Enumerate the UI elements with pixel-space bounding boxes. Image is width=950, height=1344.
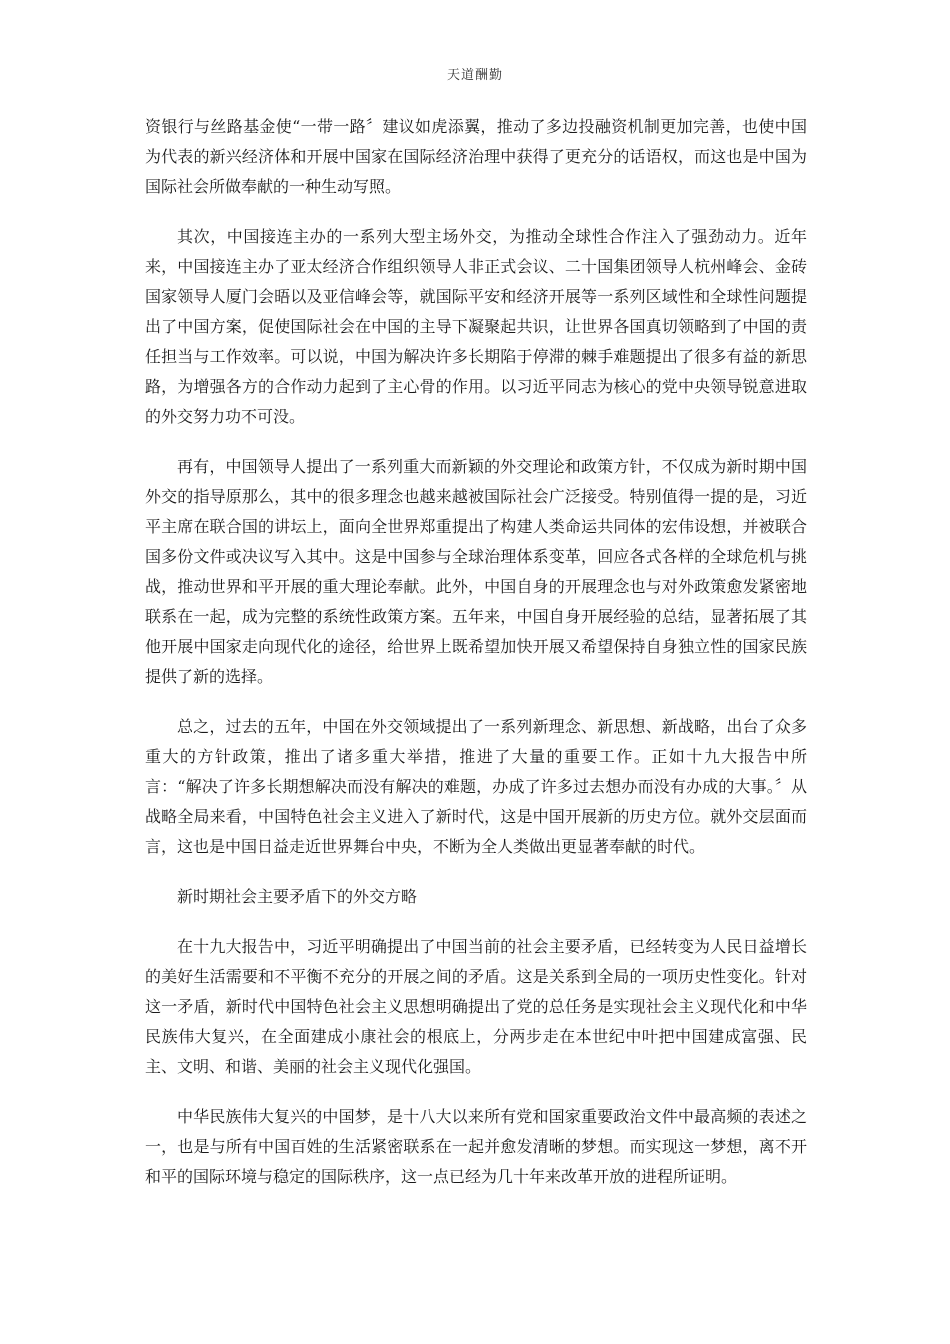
document-body: [145, 112, 807, 1212]
paragraph-summary: 总之，过去的五年，中国在外交领域提出了一系列新理念、新思想、新战略，出台了众多重大的方针政策，推出了诸多重大举措，推进了大量的重要工作。正如十九大报告中所言：“解决了许多长期想解决而没有解决的难题，办成了许多过去想办而没有办成的大事。〞从战略全局来看，中国特色社会主义进入了新时代，这是中国开展新的历史方位。就外交层面而言，这也是中国日益走近世界舞台中央，不断为全人类做出更显著奉献的时代。: [145, 717, 807, 856]
running-header: 天道酬勤: [446, 68, 503, 83]
paragraph-continued: 资银行与丝路基金使“一带一路〞建议如虎添翼，推动了多边投融资机制更加完善，也使中国为代表的新兴经济体和开展中国家在国际经济治理中获得了更充分的话语权，而这也是中国为国际社会所做奉献的一种生动写照。: [145, 117, 807, 196]
paragraph-hosted-diplomacy: 其次，中国接连主办的一系列大型主场外交，为推动全球性合作注入了强劲动力。近年来，中国接连主办了亚太经济合作组织领导人非正式会议、二十国集团领导人杭州峰会、金砖国家领导人厦门会晤以及亚信峰会等，就国际平安和经济开展等一系列区域性和全球性问题提出了中国方案，促使国际社会在中国的主导下凝聚起共识，让世界各国真切领略到了中国的责任担当与工作效率。可以说，中国为解决许多长期陷于停滞的棘手难题提出了很多有益的新思路，为增强各方的合作动力起到了主心骨的作用。以习近平同志为核心的党中央领导锐意进取的外交努力功不可没。: [145, 227, 807, 426]
paragraph-chinese-dream: 中华民族伟大复兴的中国梦，是十八大以来所有党和国家重要政治文件中最高频的表述之一，也是与所有中国百姓的生活紧密联系在一起并愈发清晰的梦想。而实现这一梦想，离不开和平的国际环境与稳定的国际秩序，这一点已经为几十年来改革开放的进程所证明。: [145, 1107, 807, 1186]
paragraph-diplomatic-theory: 再有，中国领导人提出了一系列重大而新颖的外交理论和政策方针，不仅成为新时期中国外交的指导原那么，其中的很多理念也越来越被国际社会广泛接受。特别值得一提的是，习近平主席在联合国的讲坛上，面向全世界郑重提出了构建人类命运共同体的宏伟设想，并被联合国多份文件或决议写入其中。这是中国参与全球治理体系变革，回应各式各样的全球危机与挑战，推动世界和平开展的重大理论奉献。此外，中国自身的开展理念也与对外政策愈发紧密地联系在一起，成为完整的系统性政策方案。五年来，中国自身开展经验的总结，显著拓展了其他开展中国家走向现代化的途径，给世界上既希望加快开展又希望保持自身独立性的国家民族提供了新的选择。: [145, 457, 807, 686]
paragraph-principal-contradiction: 在十九大报告中，习近平明确提出了中国当前的社会主要矛盾，已经转变为人民日益增长的美好生活需要和不平衡不充分的开展之间的矛盾。这是关系到全局的一项历史性变化。针对这一矛盾，新时代中国特色社会主义思想明确提出了党的总任务是实现社会主义现代化和中华民族伟大复兴，在全面建成小康社会的根底上，分两步走在本世纪中叶把中国建成富强、民主、文明、和谐、美丽的社会主义现代化强国。: [145, 937, 807, 1076]
section-heading: 新时期社会主要矛盾下的外交方略: [177, 887, 418, 906]
